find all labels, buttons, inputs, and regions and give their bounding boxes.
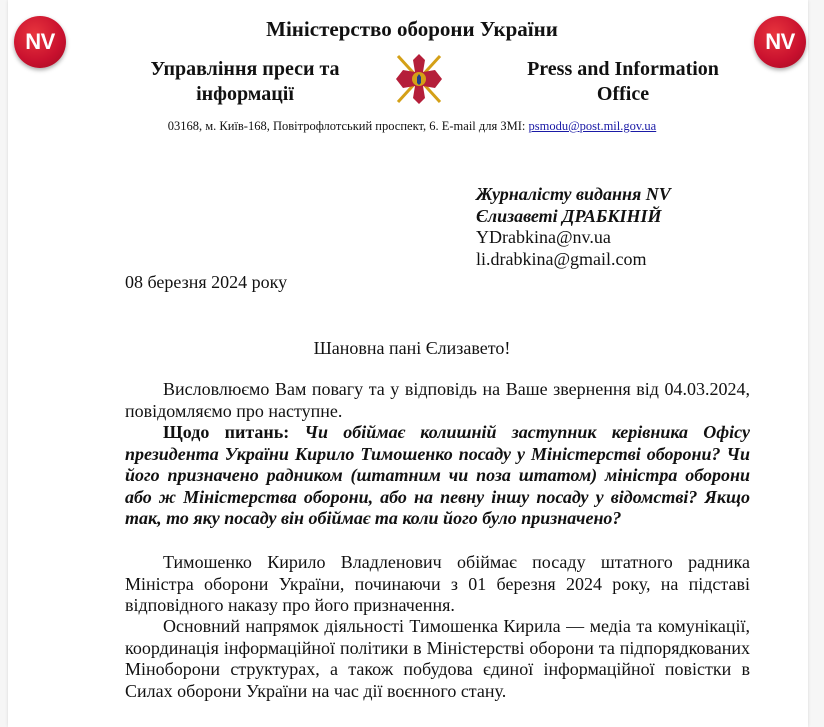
ministry-title: Міністерство оборони України: [266, 17, 558, 41]
press-email-link[interactable]: psmodu@post.mil.gov.ua: [528, 119, 657, 133]
paragraph-intro-text: Висловлюємо Вам повагу та у відповідь на Ваше звернення від 04.03.2024, повідомляємо про наступне.: [125, 379, 750, 421]
department-en-line-1: Press and Information: [527, 58, 719, 80]
paragraph-answer-position: [125, 552, 750, 617]
recipient-email-2: li.drabkina@gmail.com: [476, 248, 647, 269]
recipient-block: [476, 184, 671, 270]
recipient-email-1: YDrabkina@nv.ua: [476, 227, 611, 247]
letter-date: 08 березня 2024 року: [125, 272, 288, 292]
department-name-ukrainian: [140, 57, 350, 107]
paragraph-answer-duties: [125, 616, 750, 702]
department-name-english: [508, 57, 738, 107]
recipient-outlet: Журналісту видання NV: [476, 184, 671, 204]
department-uk-line-2: інформації: [196, 83, 294, 105]
recipient-name: Єлизаветі ДРАБКІНІЙ: [476, 205, 662, 226]
department-en-line-2: Office: [596, 83, 650, 105]
paragraph-answer-position-text: Тимошенко Кирило Владленович обіймає посаду штатного радника Міністра оборони України, починаючи з 01 березня 2024 року, на підставі відповідного наказу про його призначення.: [125, 552, 750, 615]
address-text: 03168, м. Київ-168, Повітрофлотський проспект, 6. E-mail для ЗМІ:: [167, 119, 529, 133]
ministry-address: [0, 119, 824, 134]
nv-logo-text-left: NV: [25, 29, 55, 54]
salutation: Шановна пані Єлизавето!: [313, 338, 511, 358]
question-text: Чи обіймає колишній заступник керівника Офісу президента України Кирило Тимошенко посаду у Міністерстві оборони? Чи його призначено радником (штатним чи поза штатом) міністра оборони або ж Міністерства оборони, або на певну іншу посаду у відомстві? Якщо так, то яку посаду він обіймає та коли його було призначено?: [125, 422, 751, 528]
ministry-emblem-icon: [392, 50, 446, 108]
paragraph-question: [125, 422, 750, 530]
department-uk-line-1: Управління преси та: [150, 58, 340, 80]
paragraph-answer-duties-text: Основний напрямок діяльності Тимошенка Кирила — медіа та комунікації, координація інформаційної політики в Міністерстві оборони та підпорядкованих Міноборони структурах, а також побудова єдиної інформаційної повістки в Силах оборони України на час дії воєнного стану.: [125, 616, 750, 701]
paragraph-intro: [125, 379, 750, 422]
question-label: Щодо питань:: [163, 422, 290, 442]
nv-logo-text-right: NV: [765, 29, 795, 54]
